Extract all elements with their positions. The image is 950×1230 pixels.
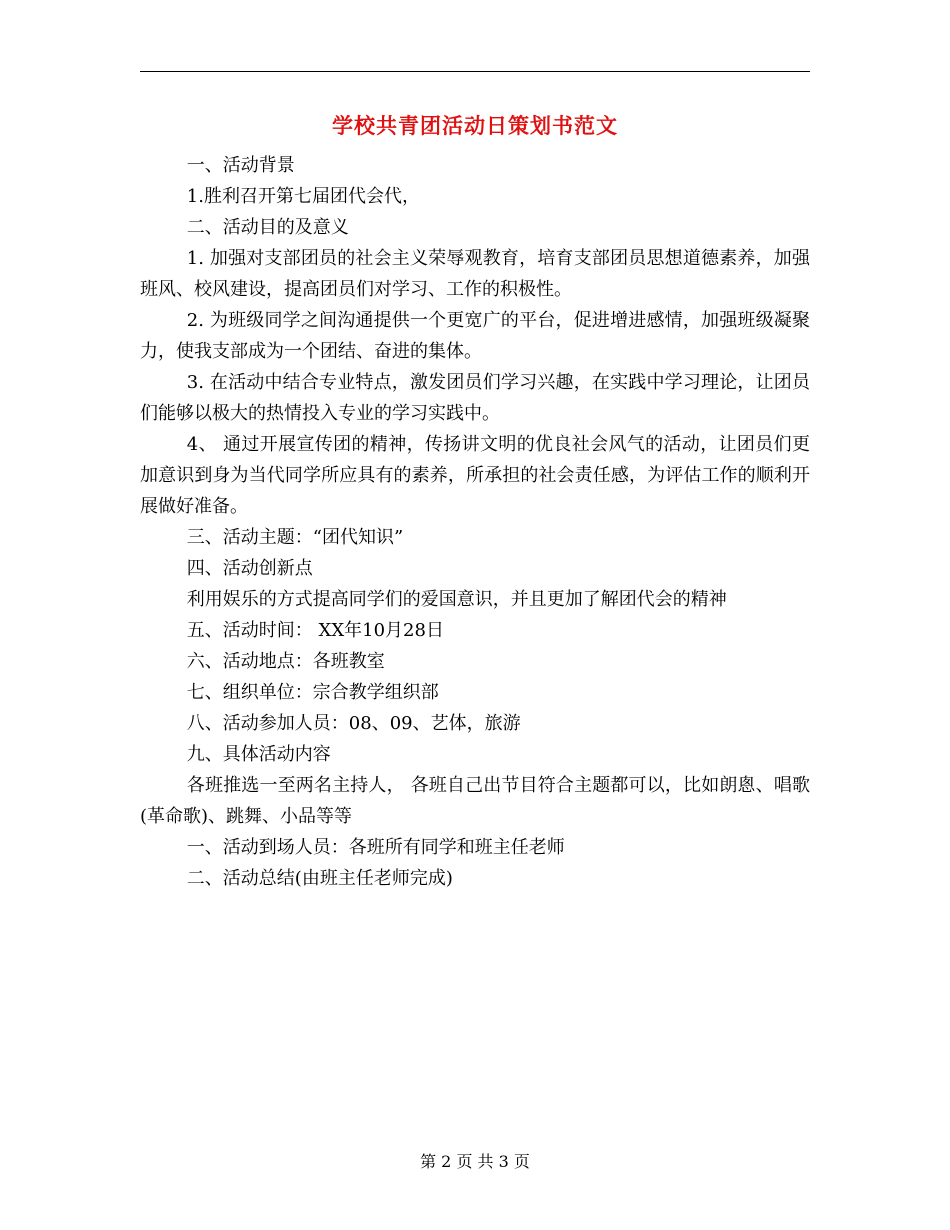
content-text: 各班推选一至两名主持人， 各班自己出节目符合主题都可以，比如朗悤、唱歌(革命歌)、跳舞、小品等等 bbox=[140, 775, 810, 827]
header-rule bbox=[140, 71, 810, 72]
section-time: 五、活动时间： XX年10月28日 bbox=[186, 620, 444, 641]
section-participants: 八、活动参加人员：08、09、艺体，旅游 bbox=[186, 713, 521, 734]
innovation-text: 利用娱乐的方式提高同学们的爱国意识，并且更加了解团代会的精神 bbox=[186, 589, 727, 610]
purpose-item-2: 2. 为班级同学之间沟通提供一个更宽广的平台，促进增进感情，加强班级凝聚力，使我支部成为一个团结、奋进的集体。 bbox=[140, 310, 810, 362]
document-body bbox=[140, 150, 810, 894]
section-heading-innovation: 四、活动创新点 bbox=[186, 558, 313, 579]
section-theme: 三、活动主题：“团代知识” bbox=[186, 527, 404, 548]
attendees-text: 一、活动到场人员：各班所有同学和班主任老师 bbox=[186, 837, 565, 858]
document-title: 学校共青团活动日策划书范文 bbox=[332, 113, 618, 138]
background-item-1: 1.胜利召开第七届团代会代， bbox=[186, 186, 420, 207]
purpose-item-4: 4、 通过开展宣传团的精神，传扬讲文明的优良社会风气的活动，让团员们更加意识到身为当代同学所应具有的素养，所承担的社会责任感，为评估工作的顺利开展做好准备。 bbox=[140, 434, 810, 517]
page-number: 第 2 页 共 3 页 bbox=[420, 1152, 530, 1171]
section-heading-background: 一、活动背景 bbox=[186, 155, 295, 176]
summary-text: 二、活动总结(由班主任老师完成) bbox=[186, 868, 453, 889]
section-location: 六、活动地点：各班教室 bbox=[186, 651, 385, 672]
section-organizer: 七、组织单位：宗合教学组织部 bbox=[186, 682, 439, 703]
section-heading-content: 九、具体活动内容 bbox=[186, 744, 331, 765]
purpose-item-3: 3. 在活动中结合专业特点，激发团员们学习兴趣，在实践中学习理论，让团员们能够以极大的热情投入专业的学习实践中。 bbox=[140, 372, 810, 424]
section-heading-purpose: 二、活动目的及意义 bbox=[186, 217, 349, 238]
purpose-item-1: 1. 加强对支部团员的社会主义荣辱观教育，培育支部团员思想道德素养，加强班风、校风建设，提高团员们对学习、工作的积极性。 bbox=[140, 248, 810, 300]
